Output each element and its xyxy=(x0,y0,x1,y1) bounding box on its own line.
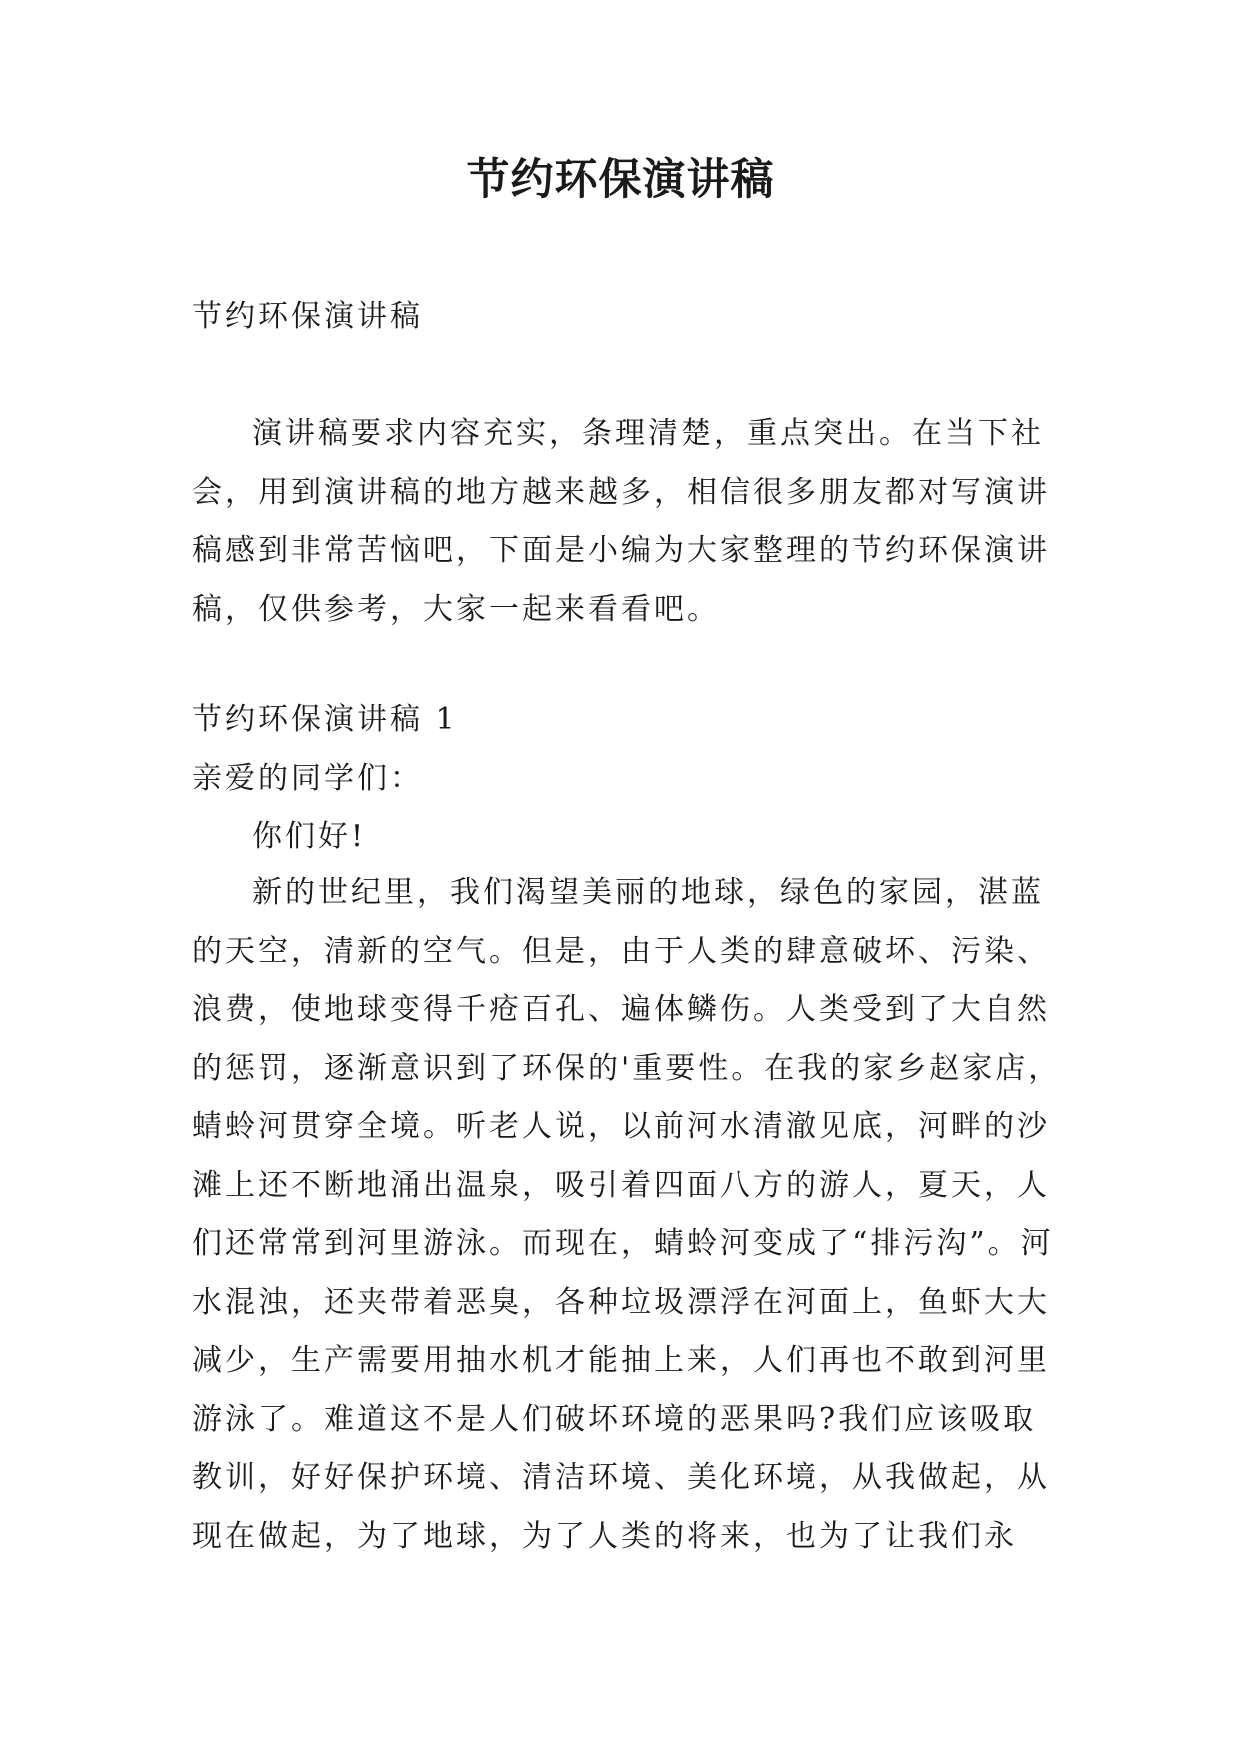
body-paragraph: 新的世纪里，我们渴望美丽的地球，绿色的家园，湛蓝的天空，清新的空气。但是，由于人类的肆意破坏、污染、浪费，使地球变得千疮百孔、遍体鳞伤。人类受到了大自然的惩罚，逐渐意识到了环保的'重要性。在我的家乡赵家店，蜻蛉河贯穿全境。听老人说，以前河水清澈见底，河畔的沙滩上还不断地涌出温泉，吸引着四面八方的游人，夏天，人们还常常到河里游泳。而现在，蜻蛉河变成了“排污沟”。河水混浊，还夹带着恶臭，各种垃圾漂浮在河面上，鱼虾大大减少，生产需要用抽水机才能抽上来，人们再也不敢到河里游泳了。难道这不是人们破坏环境的恶果吗?我们应该吸取教训，好好保护环境、清洁环境、美化环境，从我做起，从现在做起，为了地球，为了人类的将来，也为了让我们永 xyxy=(192,875,1062,1554)
hello-line: 你们好! xyxy=(252,819,367,854)
greeting-line: 亲爱的同学们： xyxy=(192,761,423,796)
document-title: 节约环保演讲稿 xyxy=(466,155,775,205)
section-heading: 节约环保演讲稿 1 xyxy=(192,702,458,737)
intro-paragraph: 演讲稿要求内容充实，条理清楚，重点突出。在当下社会，用到演讲稿的地方越来越多，相信很多朋友都对写演讲稿感到非常苦恼吧，下面是小编为大家整理的节约环保演讲稿，仅供参考，大家一起来看看吧。 xyxy=(192,416,1050,627)
document-subtitle: 节约环保演讲稿 xyxy=(192,299,423,334)
